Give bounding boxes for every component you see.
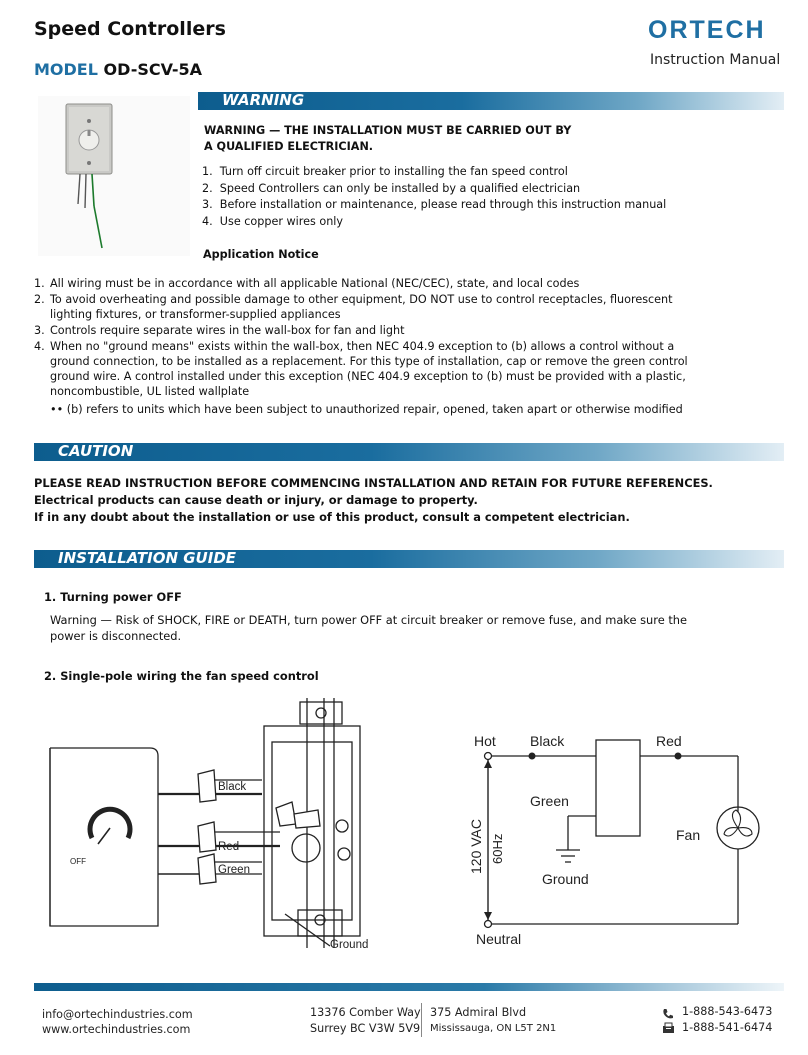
doc-type-label: Instruction Manual <box>650 52 781 68</box>
warning-title-line2: A QUALIFIED ELECTRICIAN. <box>204 140 374 153</box>
install-band-label: INSTALLATION GUIDE <box>58 549 237 567</box>
footer-website[interactable]: www.ortechindustries.com <box>42 1023 191 1036</box>
wire-nut <box>198 822 216 852</box>
list-item: 2. To avoid overheating and possible damage to other equipment, DO NOT use to control receptacles, fluorescent lighting fixtures, or transformer-supplied appliances <box>34 293 673 321</box>
neutral-label: Neutral <box>476 931 522 947</box>
step2-heading: 2. Single-pole wiring the fan speed control <box>44 669 319 683</box>
footer-separator <box>421 1003 422 1037</box>
application-list <box>34 276 774 400</box>
model-number: OD-SCV-5A <box>103 60 202 79</box>
warning-list <box>202 164 762 230</box>
warning-title <box>204 123 624 155</box>
dial-arc <box>90 809 130 838</box>
wiring-diagram <box>30 698 380 958</box>
list-item: 4. When no "ground means" exists within the wall-box, then NEC 404.9 exception to (b) allows a control without a ground connection, to be installed as a replacement. For this type of installation, cap or remove the green control ground wire. A control installed under this exception (NEC 404.9 exception to (b) must be provided with a plastic, noncombustible, UL listed wallplate <box>34 340 688 398</box>
caution-line3: If in any doubt about the installation or use of this product, consult a competent electrician. <box>34 510 630 524</box>
controller-box <box>596 740 640 836</box>
black-label: Black <box>530 733 565 749</box>
product-photo <box>38 96 190 256</box>
fax-icon <box>662 1022 675 1034</box>
list-item: 3. Before installation or maintenance, please read through this instruction manual <box>202 198 667 211</box>
step1-text: Warning — Risk of SHOCK, FIRE or DEATH, turn power OFF at circuit breaker or remove fuse, and make sure the power is disconnected. <box>50 613 688 643</box>
footer-address1-line2: Surrey BC V3W 5V9 <box>310 1022 421 1035</box>
footer-address1-line1: 13376 Comber Way <box>310 1006 421 1019</box>
footer-phone[interactable]: 1-888-543-6473 <box>682 1005 773 1018</box>
wire-nut <box>198 854 216 884</box>
list-item: 1. Turn off circuit breaker prior to installing the fan speed control <box>202 165 568 178</box>
footer-address2-line1: 375 Admiral Blvd <box>430 1006 527 1019</box>
page-title: Speed Controllers <box>34 18 226 40</box>
step1-heading: 1. Turning power OFF <box>44 590 182 604</box>
schematic-diagram <box>460 728 780 950</box>
list-item: 4. Use copper wires only <box>202 214 344 228</box>
caution-band <box>34 443 784 461</box>
green-label: Green <box>530 793 569 809</box>
footer-divider <box>34 983 784 991</box>
red-label: Red <box>656 733 682 749</box>
brand-logo <box>648 14 778 44</box>
ground-wire-label: Ground <box>330 939 369 951</box>
caution-band-label: CAUTION <box>58 442 134 460</box>
red-wire-label: Red <box>218 841 240 853</box>
green-wire-label: Green <box>218 864 250 876</box>
model-heading <box>34 60 202 79</box>
list-item: 1. All wiring must be in accordance with all applicable National (NEC/CEC), state, and local codes <box>34 277 580 290</box>
fan-label: Fan <box>676 827 701 843</box>
list-item: 2. Speed Controllers can only be installed by a qualified electrician <box>202 181 581 195</box>
list-item: 3. Controls require separate wires in the wall-box for fan and light <box>34 324 405 337</box>
warning-band-label: WARNING <box>222 91 305 109</box>
footer-address2-line2: Mississauga, ON L5T 2N1 <box>430 1023 557 1034</box>
wire-nut <box>198 770 216 802</box>
frequency-label: 60Hz <box>490 833 505 864</box>
application-notice-heading: Application Notice <box>203 248 319 261</box>
brand-logo-text: ORTECH <box>648 16 766 44</box>
caution-line1: PLEASE READ INSTRUCTION BEFORE COMMENCING INSTALLATION AND RETAIN FOR FUTURE REFERENCES. <box>34 476 713 490</box>
caution-line2: Electrical products can cause death or injury, or damage to property. <box>34 493 478 507</box>
black-wire-label: Black <box>218 781 247 793</box>
install-band <box>34 550 784 568</box>
application-footnote: •• (b) refers to units which have been subject to unauthorized repair, opened, taken apart or otherwise modified <box>50 403 683 416</box>
voltage-label: 120 VAC <box>468 819 484 874</box>
dial-off-label: OFF <box>70 857 86 866</box>
footer-email[interactable]: info@ortechindustries.com <box>42 1008 193 1021</box>
warning-title-line1: WARNING — THE INSTALLATION MUST BE CARRIED OUT BY <box>204 124 572 137</box>
hot-label: Hot <box>474 733 496 749</box>
caution-text <box>34 475 784 526</box>
warning-band <box>198 92 784 110</box>
phone-icon <box>662 1008 674 1020</box>
footer-fax[interactable]: 1-888-541-6474 <box>682 1021 773 1034</box>
model-label: MODEL <box>34 60 98 79</box>
ground-label: Ground <box>542 871 589 887</box>
